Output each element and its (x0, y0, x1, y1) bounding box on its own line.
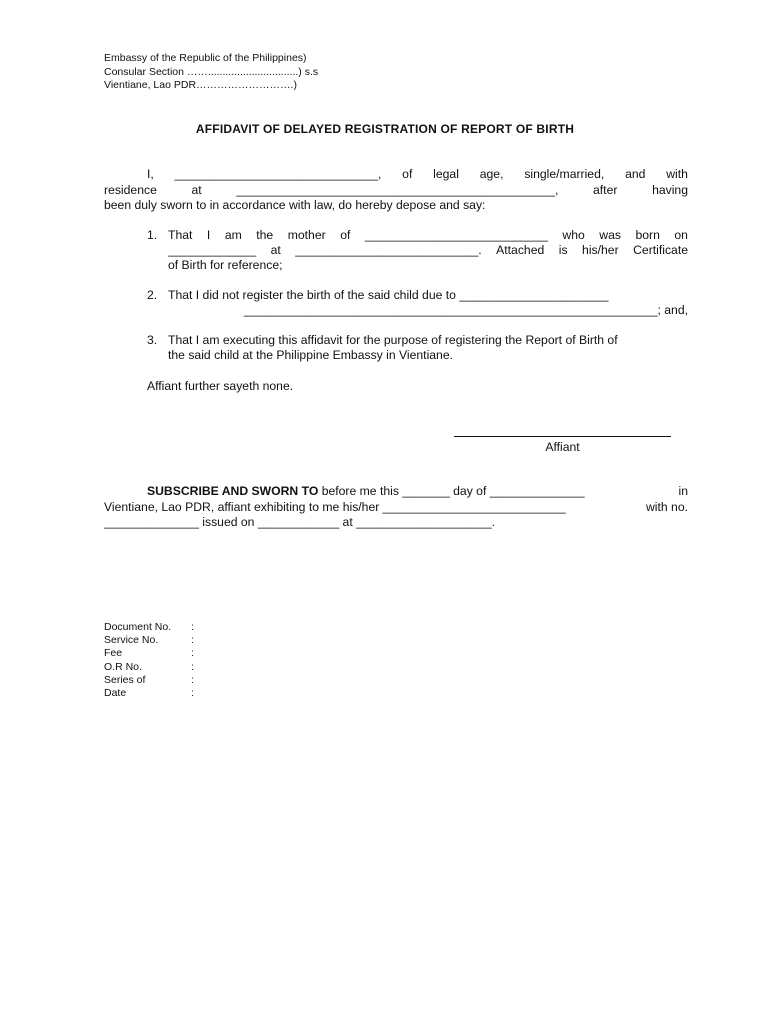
jurat-text: Vientiane, Lao PDR, affiant exhibiting to me his/her ___________________________ (104, 499, 566, 514)
item-line: of Birth for reference; (168, 258, 283, 273)
intro-word: at (191, 182, 202, 197)
item-1 (147, 228, 688, 274)
item-word: Certificate (633, 243, 688, 258)
jurat-text: in (678, 484, 688, 498)
register-colon: : (191, 660, 194, 673)
notarial-register (104, 621, 194, 700)
jurat-heading: SUBSCRIBE AND SWORN TO (147, 484, 319, 498)
document-title: AFFIDAVIT OF DELAYED REGISTRATION OF REPORT OF BIRTH (195, 122, 575, 136)
register-label: Service No. (104, 634, 159, 647)
item-3 (147, 333, 688, 363)
birth-date-blank: _____________ (168, 243, 257, 258)
item-word: was (599, 228, 621, 242)
item-word: on (674, 228, 688, 242)
jurat-line: ______________ issued on ____________ at ____________________. (104, 515, 496, 530)
item-word: the (256, 228, 274, 242)
intro-word: age, (479, 167, 504, 181)
item-line (168, 243, 688, 258)
item-word: is (558, 243, 568, 258)
register-row (104, 661, 194, 674)
intro-word: legal (433, 167, 459, 181)
register-row (104, 674, 194, 687)
item-2 (147, 288, 688, 318)
item-number: 2. (147, 288, 158, 302)
jurat-text: with no. (645, 499, 688, 514)
item-line: _____________________________________________________________; and, (244, 303, 688, 318)
intro-paragraph (104, 167, 688, 214)
item-word: who (562, 228, 585, 242)
affiant-label: Affiant (545, 440, 580, 454)
closing-statement: Affiant further sayeth none. (147, 379, 294, 393)
intro-line (104, 183, 688, 199)
register-colon: : (191, 673, 194, 686)
register-row (104, 621, 194, 634)
register-row (104, 647, 194, 660)
intro-line (104, 167, 688, 183)
name-blank: ______________________________, (174, 167, 382, 181)
jurat-text: before me this _______ day of ______________ (321, 484, 585, 498)
register-colon: : (191, 634, 194, 647)
signature-line (454, 436, 671, 437)
header-line: Vientiane, Lao PDR……………………….) (104, 79, 297, 91)
intro-word: I, (147, 167, 154, 181)
child-name-blank: ___________________________ (364, 228, 548, 242)
birth-place-blank: ___________________________. (295, 243, 482, 258)
header-line: Embassy of the Republic of the Philippines) (104, 52, 307, 64)
item-number: 1. (147, 228, 158, 242)
item-word: That (168, 228, 193, 242)
item-line: That I did not register the birth of the said child due to ______________________ (168, 288, 609, 302)
item-word: of (340, 228, 351, 242)
item-line: the said child at the Philippine Embassy in Vientiane. (168, 348, 454, 363)
register-label: Series of (104, 673, 146, 686)
item-word: born (635, 228, 660, 242)
register-colon: : (191, 687, 194, 700)
register-row (104, 634, 194, 647)
register-colon: : (191, 621, 194, 633)
register-label: O.R No. (104, 660, 142, 673)
item-word: I (206, 228, 211, 242)
item-number: 3. (147, 333, 158, 347)
item-word: at (270, 243, 281, 258)
intro-word: residence (104, 182, 157, 197)
jurat-line (104, 484, 688, 500)
item-line (168, 228, 688, 243)
register-colon: : (191, 647, 194, 660)
jurat-line (104, 500, 688, 516)
item-line: That I am executing this affidavit for the purpose of registering the Report of Birth of (168, 333, 618, 347)
intro-word: of (402, 167, 413, 181)
item-word: am (224, 228, 242, 242)
intro-word: having (652, 182, 688, 197)
intro-word: single/married, (524, 167, 605, 181)
intro-word: with (666, 167, 688, 181)
residence-blank: _______________________________________________, (236, 182, 559, 197)
item-word: Attached (496, 243, 545, 258)
intro-line: been duly sworn to in accordance with law, do hereby depose and say: (104, 198, 486, 213)
register-label: Fee (104, 647, 123, 660)
register-row (104, 687, 194, 700)
item-word: his/her (582, 243, 619, 258)
header-block (104, 52, 318, 93)
register-label: Date (104, 687, 127, 700)
intro-word: after (593, 182, 618, 197)
jurat-paragraph (104, 484, 688, 531)
header-line: Consular Section ……...............................) s.s (104, 65, 319, 78)
intro-word: and (625, 167, 646, 181)
register-label: Document No. (104, 621, 172, 633)
item-word: mother (287, 228, 326, 242)
